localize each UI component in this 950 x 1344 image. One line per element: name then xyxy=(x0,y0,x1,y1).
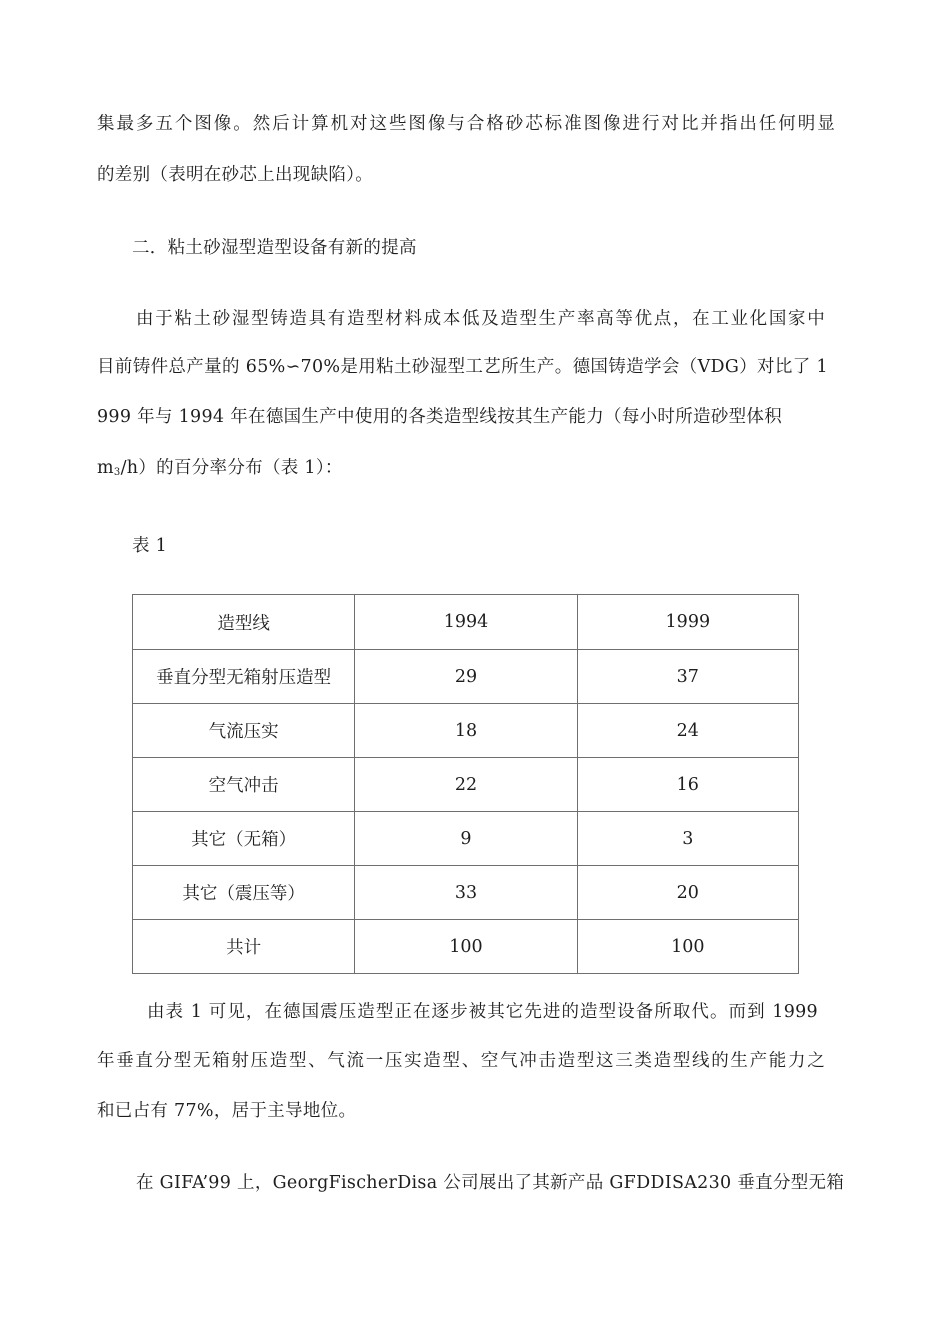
paragraph-2-line-4 xyxy=(97,456,343,485)
table-row xyxy=(133,704,799,758)
table-cell: 共计 xyxy=(133,920,355,974)
table-row xyxy=(133,650,799,704)
table-cell: 16 xyxy=(577,758,798,812)
table-cell: 24 xyxy=(577,704,798,758)
paragraph-2-line-4-rest: /h）的百分率分布（表 1）： xyxy=(120,458,343,478)
paragraph-4-line-1: 在 GIFA’99 上，GeorgFischerDisa 公司展出了其新产品 GFDDISA230 垂直分型无箱 xyxy=(136,1173,845,1193)
table-cell: 9 xyxy=(355,812,577,866)
table-cell: 100 xyxy=(577,920,798,974)
paragraph-1-line-2: 的差别（表明在砂芯上出现缺陷）。 xyxy=(97,165,374,185)
table-cell: 33 xyxy=(355,866,577,920)
table-cell: 18 xyxy=(355,704,577,758)
table-row xyxy=(133,758,799,812)
table-cell: 其它（震压等） xyxy=(133,866,355,920)
table-header-cell: 1999 xyxy=(577,595,798,650)
paragraph-3-line-3: 和已占有 77%，居于主导地位。 xyxy=(97,1101,357,1121)
table-cell: 37 xyxy=(577,650,798,704)
paragraph-1-line-1: 集最多五个图像。然后计算机对这些图像与合格砂芯标准图像进行对比并指出任何明显 xyxy=(97,114,835,134)
table-cell: 其它（无箱） xyxy=(133,812,355,866)
table-cell: 22 xyxy=(355,758,577,812)
table-cell: 29 xyxy=(355,650,577,704)
table-header-cell: 造型线 xyxy=(133,595,355,650)
data-table xyxy=(132,594,799,974)
paragraph-3-line-1: 由表 1 可见，在德国震压造型正在逐步被其它先进的造型设备所取代。而到 1999 xyxy=(147,1002,818,1022)
paragraph-2-line-1: 由于粘土砂湿型铸造具有造型材料成本低及造型生产率高等优点，在工业化国家中 xyxy=(136,309,825,329)
table-row xyxy=(133,920,799,974)
table-cell: 20 xyxy=(577,866,798,920)
table-cell: 3 xyxy=(577,812,798,866)
paragraph-3-line-2: 年垂直分型无箱射压造型、气流一压实造型、空气冲击造型这三类造型线的生产能力之 xyxy=(97,1051,825,1071)
table-cell: 气流压实 xyxy=(133,704,355,758)
table-header-cell: 1994 xyxy=(355,595,577,650)
table-header-row xyxy=(133,595,799,650)
table-caption: 表 1 xyxy=(132,536,168,556)
table-cell: 100 xyxy=(355,920,577,974)
section-heading: 二．粘土砂湿型造型设备有新的提高 xyxy=(132,238,417,258)
paragraph-2-line-2: 目前铸件总产量的 65%∽70%是用粘土砂湿型工艺所生产。德国铸造学会（VDG）对比了 1 xyxy=(97,357,828,377)
table-row xyxy=(133,812,799,866)
unit-m: m xyxy=(97,458,114,478)
table-cell: 垂直分型无箱射压造型 xyxy=(133,650,355,704)
unit-superscript: 3 xyxy=(113,467,121,478)
table-cell: 空气冲击 xyxy=(133,758,355,812)
paragraph-2-line-3: 999 年与 1994 年在德国生产中使用的各类造型线按其生产能力（每小时所造砂型体积 xyxy=(97,407,783,427)
table-row xyxy=(133,866,799,920)
